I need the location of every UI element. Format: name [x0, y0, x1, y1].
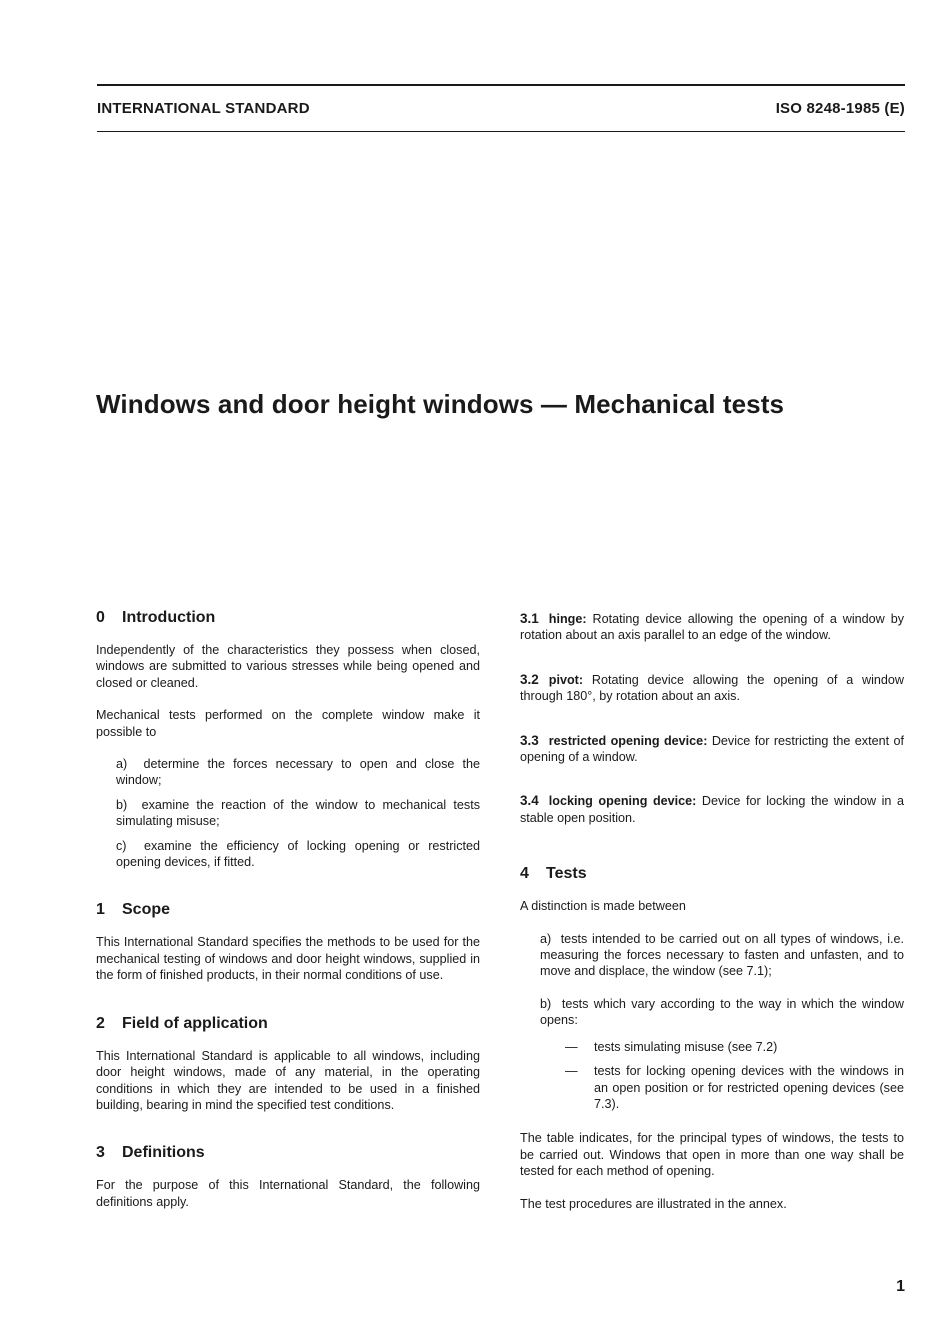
running-header	[97, 100, 905, 117]
section-heading-introduction: 0 Introduction	[96, 609, 216, 626]
definition-restricted-opening-device: 3.3 restricted opening device: Device for restricting the extent of opening of a window.	[520, 732, 905, 765]
definition-locking-opening-device: 3.4 locking opening device: Device for locking the window in a stable open position.	[520, 793, 904, 825]
header-document-number: ISO 8248-1985 (E)	[775, 100, 905, 117]
left-column	[96, 608, 480, 1226]
header-bottom-rule	[97, 131, 905, 132]
introduction-list-item: c) examine the efficiency of locking opening or restricted opening devices, if fitted.	[116, 838, 480, 870]
section-heading-tests: 4 Tests	[520, 865, 587, 883]
tests-paragraph-1: A distinction is made between	[520, 899, 686, 914]
definitions-paragraph: For the purpose of this International Standard, the following definitions apply.	[96, 1178, 480, 1209]
tests-paragraph-3: The test procedures are illustrated in the annex.	[520, 1196, 787, 1211]
section-heading-scope: 1 Scope	[96, 901, 171, 919]
header-standard-label: INTERNATIONAL STANDARD	[97, 100, 310, 117]
field-of-application-paragraph: This International Standard is applicable to all windows, including door height windows, made of any material, in the operating conditions in which they are intended to be used in a finished building, bearing in mind the specified test conditions.	[96, 1048, 480, 1112]
right-column	[520, 611, 904, 1228]
introduction-paragraph-2: Mechanical tests performed on the complete window make it possible to	[96, 708, 480, 739]
section-heading-definitions: 3 Definitions	[96, 1144, 205, 1162]
introduction-list-item: a) determine the forces necessary to open and close the window;	[116, 757, 480, 788]
tests-list-item-a: a) tests intended to be carried out on all types of windows, i.e. measuring the forces necessary to fasten and unfasten, and to move and displace, the window (see 7.1);	[540, 931, 905, 979]
definition-pivot: 3.2 pivot: Rotating device allowing the opening of a window through 180°, by rotation about an axis.	[520, 671, 904, 704]
tests-dash-item: — tests for locking opening devices with the windows in an open position or for restricted opening devices (see 7.3).	[565, 1064, 904, 1111]
section-heading-field-of-application: 2 Field of application	[96, 1014, 268, 1032]
introduction-paragraph-1: Independently of the characteristics they possess when closed, windows are submitted to various stresses while being opened and closed or cleaned.	[96, 643, 480, 690]
tests-list-item-b: b) tests which vary according to the way in which the window opens:	[540, 996, 905, 1028]
definition-hinge: 3.1 hinge: Rotating device allowing the opening of a window by rotation about an axis parallel to an edge of the window.	[520, 611, 905, 643]
document-title: Windows and door height windows — Mechanical tests	[96, 389, 785, 419]
header-top-rule	[97, 84, 905, 86]
page-number: 1	[896, 1278, 905, 1295]
introduction-list-item: b) examine the reaction of the window to mechanical tests simulating misuse;	[116, 797, 481, 829]
tests-paragraph-2: The table indicates, for the principal types of windows, the tests to be carried out. Windows that open in more than one way shall be tested for each method of opening.	[520, 1131, 904, 1179]
scope-paragraph: This International Standard specifies the methods to be used for the mechanical testing of windows and door height windows, supplied in the form of finished products, in their normal conditions of use.	[96, 935, 480, 983]
tests-dash-item: — tests simulating misuse (see 7.2)	[565, 1039, 778, 1054]
